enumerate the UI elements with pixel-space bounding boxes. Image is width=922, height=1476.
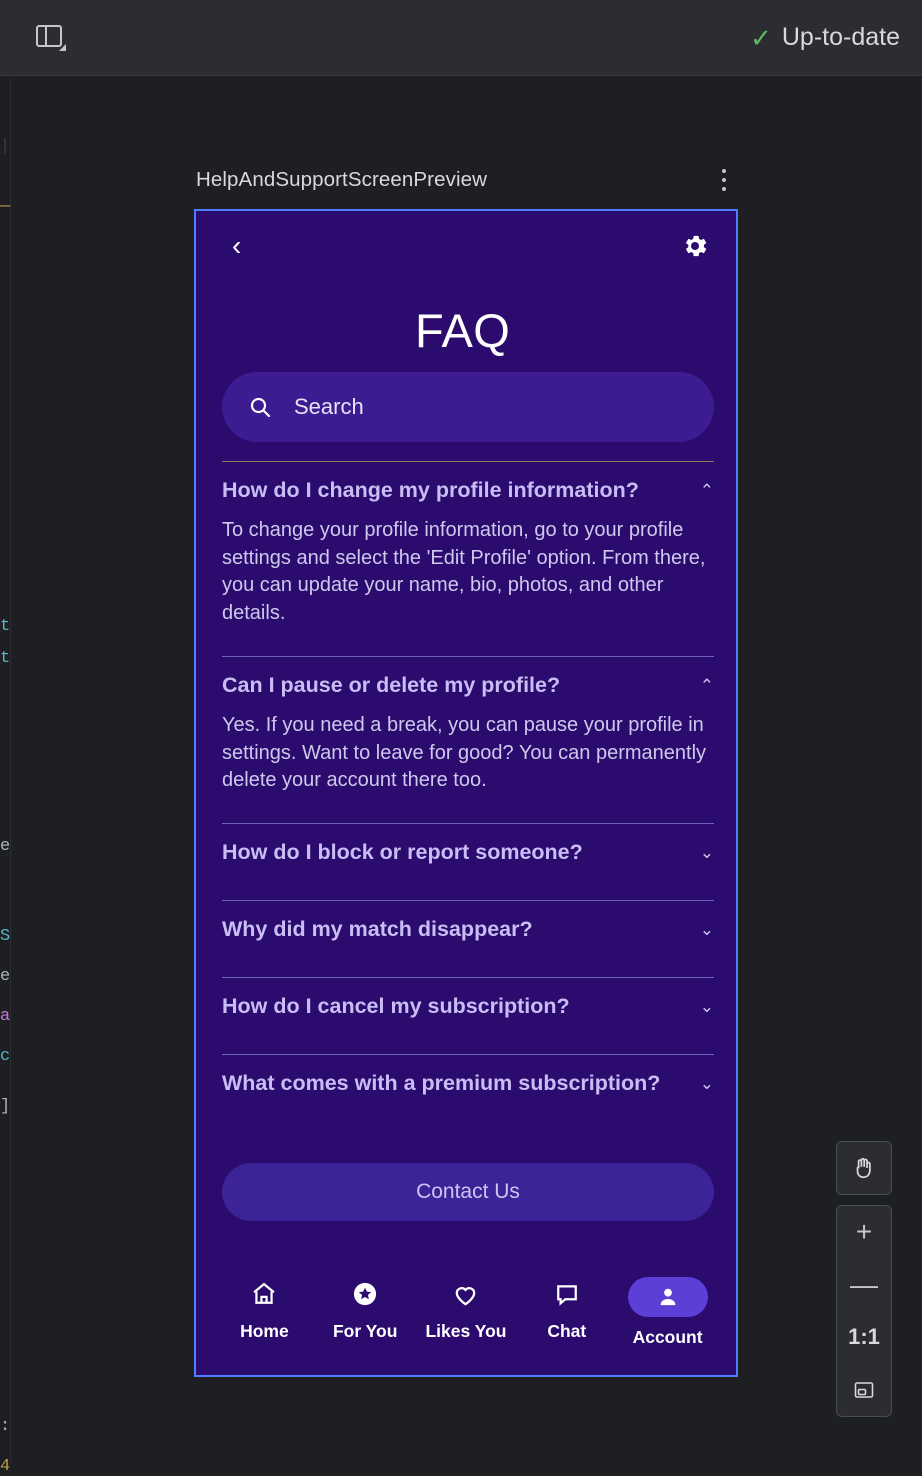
chevron-down-icon[interactable]: ⌄	[699, 843, 714, 863]
kebab-menu-icon[interactable]	[712, 165, 736, 195]
phone-preview	[194, 209, 738, 1377]
tab-for-you[interactable]	[318, 1277, 413, 1342]
gutter-fragment: S	[0, 927, 11, 946]
faq-question: How do I cancel my subscription?	[222, 993, 570, 1018]
check-icon: ✓	[750, 22, 772, 53]
preview-header	[196, 165, 736, 195]
tab-label: Chat	[547, 1321, 587, 1341]
faq-question-row[interactable]	[222, 478, 714, 504]
faq-item[interactable]	[222, 656, 714, 823]
page-title: FAQ	[415, 304, 511, 357]
faq-question-row[interactable]	[222, 1071, 714, 1097]
back-chevron-icon[interactable]: ‹	[232, 230, 242, 261]
pan-tool-button[interactable]	[836, 1141, 892, 1195]
top-toolbar	[0, 0, 922, 76]
person-icon	[628, 1277, 708, 1317]
gutter-fragment: c	[0, 1047, 11, 1066]
status-badge	[750, 23, 900, 52]
faq-answer: To change your profile information, go to your profile settings and select the 'Edit Profile' option. From there, you can update your name, bio, photos, and other details.	[222, 518, 706, 625]
tab-label: Likes You	[425, 1321, 507, 1341]
tab-label: Home	[240, 1321, 289, 1341]
faq-question-row[interactable]	[222, 917, 714, 943]
faq-item[interactable]	[222, 823, 714, 900]
gutter-fragment: :	[0, 1417, 11, 1436]
gutter-fragment: |	[0, 137, 11, 156]
status-label: Up-to-date	[781, 23, 900, 51]
tab-likes-you[interactable]	[418, 1277, 513, 1342]
gutter-fragment: t	[0, 649, 11, 668]
gutter-fragment: t	[0, 617, 11, 636]
faq-question: Why did my match disappear?	[222, 916, 533, 941]
zoom-ratio-label[interactable]: 1:1	[848, 1324, 880, 1350]
faq-question: How do I change my profile information?	[222, 478, 639, 502]
fit-screen-icon	[852, 1378, 876, 1402]
gutter-fragment: a	[0, 1007, 11, 1026]
search-icon	[248, 395, 272, 419]
gutter-fragment: —	[0, 197, 11, 216]
tab-account[interactable]	[620, 1277, 715, 1348]
faq-question-row[interactable]	[222, 673, 714, 699]
tab-home[interactable]	[217, 1277, 312, 1342]
zoom-in-button[interactable]: +	[855, 1216, 873, 1248]
heart-icon	[451, 1277, 480, 1311]
faq-question: Can I pause or delete my profile?	[222, 672, 561, 697]
fit-screen-button[interactable]	[837, 1364, 891, 1417]
chevron-down-icon[interactable]: ⌄	[699, 1073, 714, 1093]
zoom-out-button[interactable]: —	[850, 1268, 878, 1300]
faq-question-row[interactable]	[222, 840, 714, 866]
contact-us-label: Contact Us	[416, 1180, 520, 1203]
faq-question: How do I block or report someone?	[222, 840, 583, 865]
star-circle-icon	[351, 1277, 379, 1311]
gutter-fragment: e	[0, 837, 11, 856]
faq-item[interactable]	[222, 900, 714, 977]
gutter-fragment: ]	[0, 1097, 11, 1116]
search-placeholder: Search	[294, 394, 364, 419]
search-input[interactable]	[222, 372, 714, 442]
zoom-controls	[836, 1205, 892, 1417]
chevron-up-icon[interactable]: ⌃	[699, 481, 714, 500]
faq-question: What comes with a premium subscription?	[222, 1070, 661, 1095]
faq-question-row[interactable]	[222, 994, 714, 1020]
preview-title: HelpAndSupportScreenPreview	[196, 168, 488, 191]
faq-item[interactable]	[222, 1054, 714, 1131]
bottom-tab-bar	[196, 1255, 736, 1375]
chevron-down-icon[interactable]: ⌄	[699, 919, 714, 939]
chat-bubble-icon	[553, 1277, 581, 1311]
faq-answer: Yes. If you need a break, you can pause your profile in settings. Want to leave for good? You can permanently delete your account there too.	[222, 713, 707, 792]
screen-top-bar	[196, 211, 736, 281]
contact-us-button[interactable]	[222, 1163, 714, 1221]
tab-label: Account	[632, 1327, 703, 1347]
gear-icon[interactable]	[680, 231, 710, 261]
gutter-fragment: 4	[0, 1457, 11, 1476]
tab-chat[interactable]	[519, 1277, 614, 1342]
hand-icon	[851, 1155, 877, 1181]
faq-list	[222, 461, 714, 1111]
home-icon	[250, 1277, 278, 1311]
chevron-down-icon[interactable]: ⌄	[699, 996, 714, 1016]
faq-item[interactable]	[222, 461, 714, 656]
faq-item[interactable]	[222, 977, 714, 1054]
chevron-up-icon[interactable]: ⌃	[699, 675, 714, 695]
tab-label: For You	[332, 1321, 398, 1341]
editor-gutter-sliver	[0, 77, 11, 1476]
split-panel-icon[interactable]	[34, 21, 68, 55]
gutter-fragment: e	[0, 967, 11, 986]
